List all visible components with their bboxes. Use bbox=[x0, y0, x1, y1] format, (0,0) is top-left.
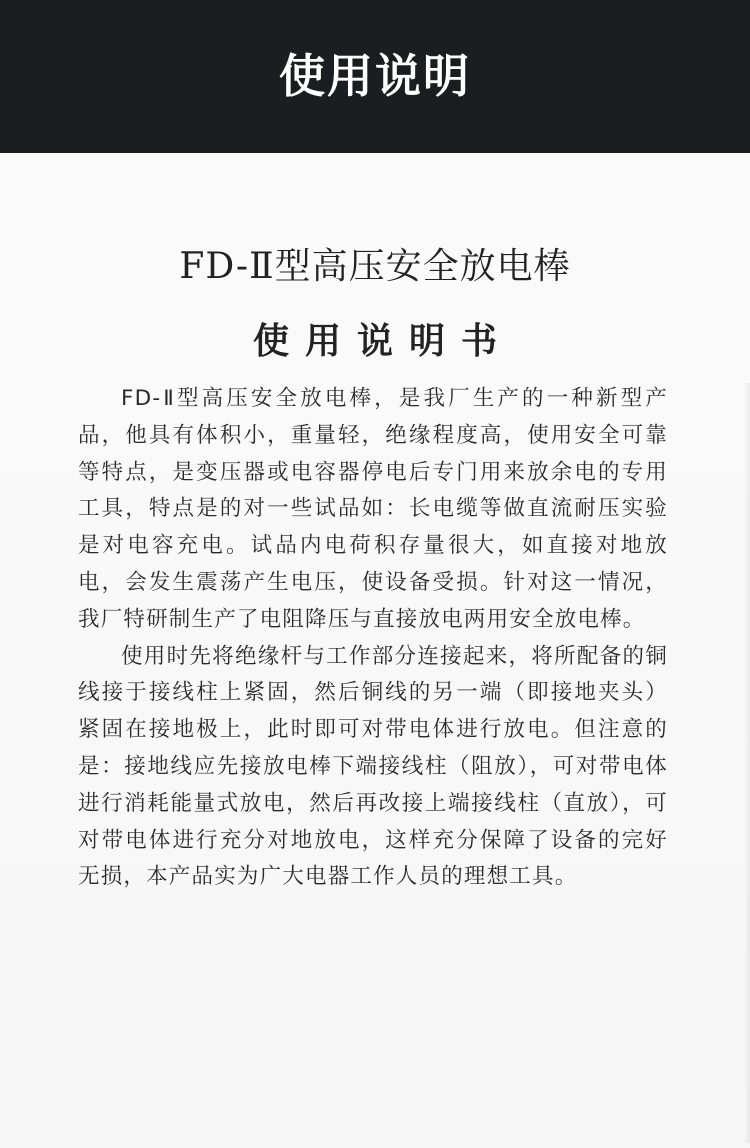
header-banner bbox=[0, 0, 750, 153]
document-title: FD-Ⅱ型高压安全放电棒 bbox=[179, 246, 571, 287]
document-page bbox=[0, 153, 750, 1148]
document-body bbox=[78, 381, 668, 896]
paragraph-usage: 使用时先将绝缘杆与工作部分连接起来，将所配备的铜线接于接线柱上紧固，然后铜线的另一端（即接地夹头）紧固在接地极上，此时即可对带电体进行放电。但注意的是：接地线应先接放电棒下端接线柱（阻放），可对带电体进行消耗能量式放电，然后再改接上端接线柱（直放），可对带电体进行充分对地放电，这样充分保障了设备的完好无损，本产品实为广大电器工作人员的理想工具。 bbox=[78, 643, 668, 890]
document-subtitle: 使用说明书 bbox=[252, 320, 513, 362]
paragraph-intro: FD-Ⅱ型高压安全放电棒，是我厂生产的一种新型产品，他具有体积小，重量轻，绝缘程度高，使用安全可靠等特点，是变压器或电容器停电后专门用来放余电的专用工具，特点是的对一些试品如：长电缆等做直流耐压实验是对电容充电。试品内电荷积存量很大，如直接对地放电，会发生震荡产生电压，使设备受损。针对这一情况，我厂特研制生产了电阻降压与直接放电两用安全放电棒。 bbox=[78, 386, 668, 632]
page-edge-shadow bbox=[744, 383, 750, 1143]
banner-title: 使用说明 bbox=[279, 48, 471, 103]
